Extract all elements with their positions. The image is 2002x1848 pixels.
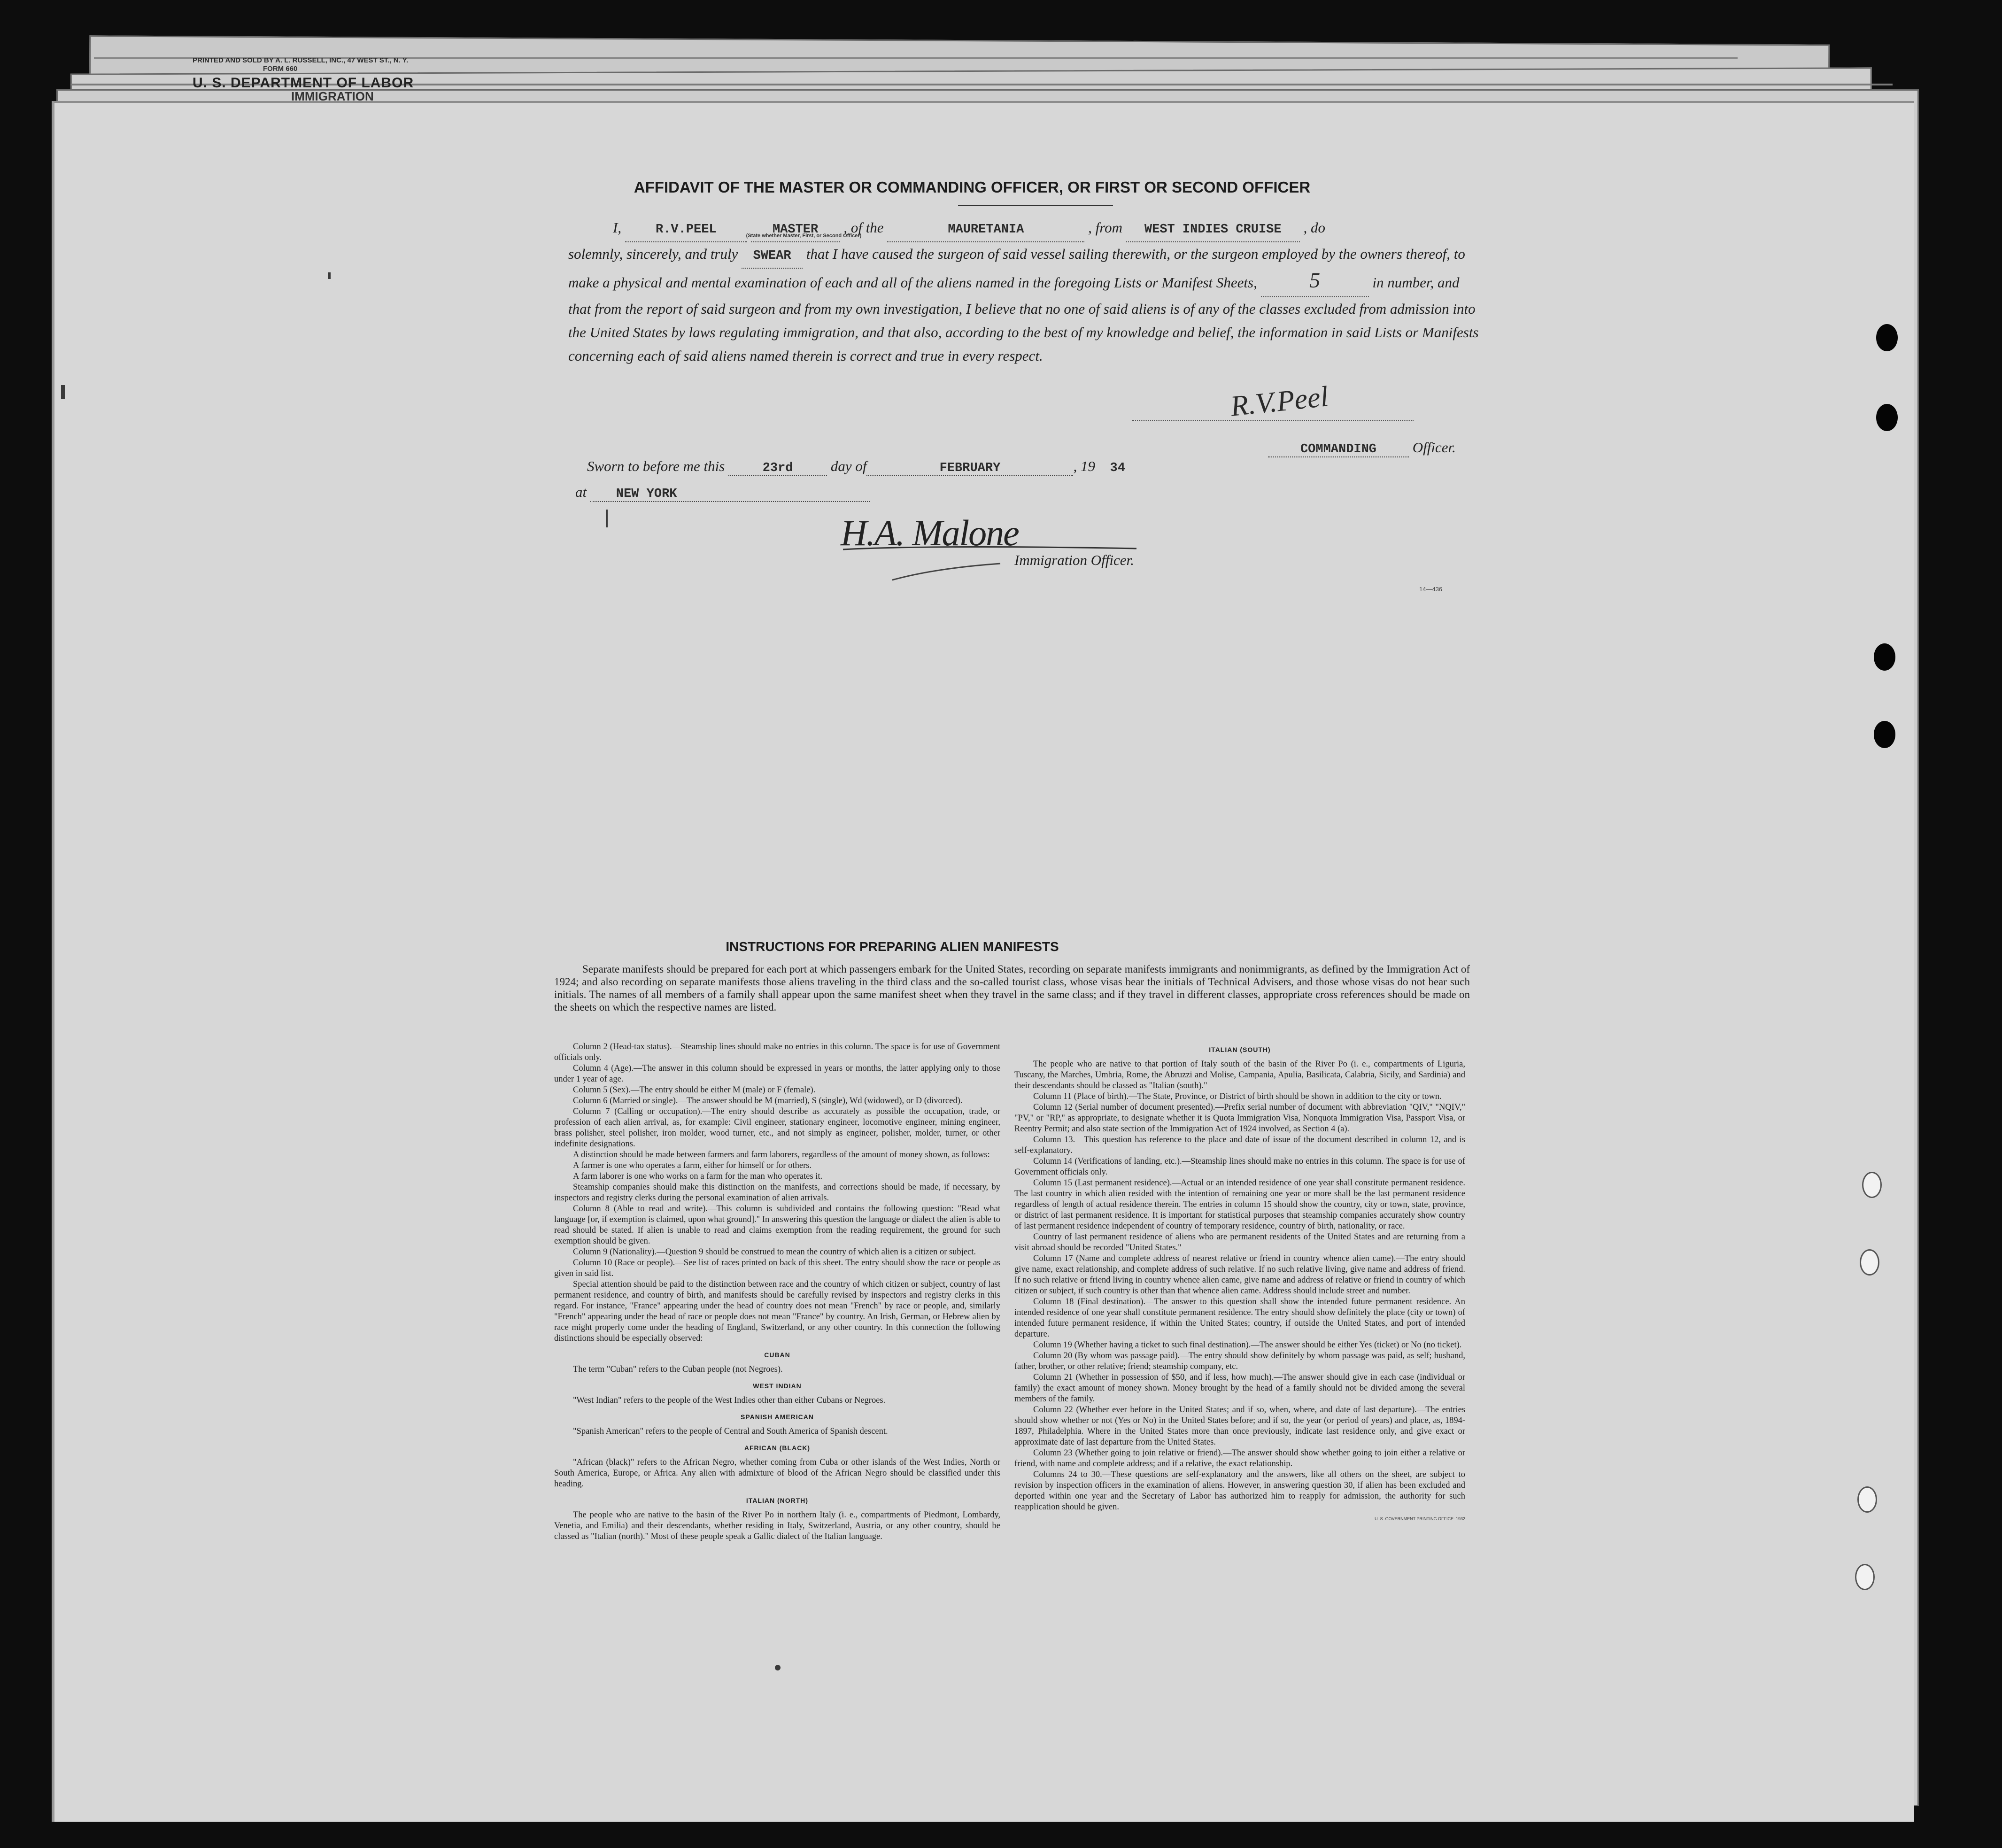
instruction-paragraph: Column 22 (Whether ever before in the United States; and if so, when, where, and date of last departure).—The entries should show whether or not (Yes or No) in the United States before; and if so, the year (or period of years) and place, as, 1894-1897, Philadelphia. Where in the United States more than once previously, indicate last residence only, and give exact or approximate date of last departure from the United States.: [1014, 1405, 1465, 1447]
italian-north-text: The people who are native to the basin of the River Po in northern Italy (i. e., compartments of Piedmont, Lombardy, Venetia, and Emilia) and their descendants, whether residing in Italy, Switzerland, Austria, or any other country, should be classed as "Italian (north)." Most of these people speak a Gallic dialect of the Italian language.: [554, 1510, 1000, 1541]
instruction-paragraph: Column 23 (Whether going to join relative or friend).—The answer should show whether going to join either a relative or friend, with name and complete address; and if a relative, the exact relationship.: [1014, 1448, 1465, 1469]
instructions-right-column: [1014, 1044, 1465, 1524]
instruction-paragraph: Column 8 (Able to read and write).—This column is subdivided and contains the following question: "Read what language [or, if exemption is claimed, upon what ground]." In answering this question the language or dialect the alien is able to read should be stated. If alien is unable to read and claims exemption from the reading requirement, the ground for such exemption should be given.: [554, 1204, 1000, 1246]
day-field: [728, 461, 827, 476]
affidavit-text-2: in number, and that from the report of said surgeon and from my own investigation, I believe that no one of said aliens is of any of the classes excluded from admission into the United States by laws regulating immigration, and that also, according to the best of my knowledge and belief, the information in said Lists or Manifests concerning each of said aliens named therein is correct and true in every respect.: [568, 274, 1479, 364]
instruction-paragraph: Column 19 (Whether having a ticket to such final destination).—The answer should be either Yes (ticket) or No (no ticket).: [1033, 1340, 1462, 1350]
instruction-paragraph: Column 21 (Whether in possession of $50, and if less, how much).—The answer should give in each case (individual or family) the exact amount of money shown. Money brought by the head of a family should not be divided among the several members of the family.: [1014, 1373, 1465, 1404]
affidavit-i: I,: [613, 219, 622, 236]
officer-name: R.V.PEEL: [656, 223, 717, 237]
sheet-count-field: [1261, 269, 1369, 297]
scan-speck: [775, 1665, 781, 1670]
sworn-day: 23rd: [762, 461, 793, 475]
signature-line: [1132, 419, 1414, 421]
instruction-paragraph: Columns 24 to 30.—These questions are self-explanatory and the answers, like all others on the sheet, are subject to revision by inspection officers in the examination of aliens. However, in answering question 30, if alien has been excluded and deported within one year and the Secretary of Labor has authorized him to reapply for admission, the authority for such reapplication should be given.: [1014, 1470, 1465, 1512]
at-text: at: [575, 484, 587, 500]
instruction-paragraph: Column 11 (Place of birth).—The State, Province, or District of birth should be shown in addition to the city or town.: [1033, 1092, 1442, 1101]
punch-hole: [1876, 404, 1898, 431]
instruction-paragraph: A farmer is one who operates a farm, either for himself or for others.: [573, 1161, 812, 1170]
officer-name-field: [625, 218, 747, 242]
vessel-field: [887, 218, 1084, 242]
scan-speck: [61, 385, 65, 399]
title-rule: [958, 205, 1113, 206]
african-heading: AFRICAN (BLACK): [744, 1444, 811, 1452]
rank-note: (State whether Master, First, or Second Officer): [746, 233, 862, 239]
instruction-paragraph: A distinction should be made between farmers and farm laborers, regardless of the amount of money shown, as follows:: [573, 1150, 990, 1160]
instruction-paragraph: Column 4 (Age).—The answer in this column should be expressed in years or months, the latter applying only to those under 1 year of age.: [554, 1064, 1000, 1084]
instruction-paragraph: Column 18 (Final destination).—The answer to this question shall show the intended future permanent residence. An intended residence of one year shall constitute permanent residence. The entry should show definitely the place (city or town) of intended future permanent residence, if within the United States; country, if outside the United States, and port of intended departure.: [1014, 1297, 1465, 1339]
sworn-month: FEBRUARY: [939, 461, 1001, 475]
sworn-row: [587, 458, 1136, 476]
instruction-paragraph: Column 13.—This question has reference to the place and date of issue of the document described in column 12, and is self-explanatory.: [1014, 1135, 1465, 1155]
scan-speck: [328, 272, 331, 279]
scan-speck: [606, 510, 608, 527]
from-text: , from: [1088, 219, 1122, 236]
officer-title: COMMANDING: [1300, 442, 1377, 456]
instructions-left-column: [554, 1042, 1000, 1542]
italian-north-heading: ITALIAN (NORTH): [746, 1497, 809, 1504]
west-indian-text: "West Indian" refers to the people of the West Indies other than either Cubans or Negroes.: [573, 1396, 886, 1405]
instruction-paragraph: A farm laborer is one who works on a farm for the man who operates it.: [573, 1172, 823, 1181]
officer-title-row: [1268, 439, 1456, 457]
sworn-year: 34: [1110, 461, 1125, 475]
instruction-paragraph: Column 12 (Serial number of document presented).—Prefix serial number of document with abbreviation "QIV," "NQIV," "PV," or "RP," as appropriate, to designate whether it is Quota Immigration Visa, Nonquota Immigration Visa, Passport Visa, or Reentry Permit; and also state section of the Immigration Act of 1924 involved, as Section 4 (a).: [1014, 1103, 1465, 1134]
department-heading: U. S. DEPARTMENT OF LABOR: [193, 75, 414, 91]
instructions-title: INSTRUCTIONS FOR PREPARING ALIEN MANIFESTS: [726, 939, 1059, 954]
solemnly-text: solemnly, sincerely, and truly: [568, 246, 738, 262]
punch-hole: [1860, 1249, 1879, 1276]
instructions-intro: Separate manifests should be prepared for each port at which passengers embark for the United States, recording on separate manifests immigrants and nonimmigrants, as defined by the Immigration Act of 1924; and also recording on separate manifests those aliens traveling in the third class and the so-called tourist class, whose visas bear the initials of Technical Advisers, and those whose visas do not bear such initials. The names of all members of a family shall appear upon the same manifest sheet when they travel in the same class; and if they travel in different classes, appropriate cross references should be made on the sheets on which the respective names are listed.: [554, 963, 1470, 1013]
do-text: , do: [1303, 219, 1325, 236]
year-field: [1099, 461, 1136, 475]
instruction-paragraph: The people who are native to that portion of Italy south of the basin of the River Po (i. e., compartments of Liguria, Tuscany, the Marches, Umbria, Rome, the Abruzzi and Molise, Campania, Apulia, Basilicata, Calabria, Sicily, and Sardinia) and their descendants should be classed as "Italian (south).": [1014, 1059, 1465, 1090]
immigration-signature: H.A. Malone: [841, 512, 1019, 553]
bureau-heading: IMMIGRATION: [291, 89, 374, 103]
day-of-text: day of: [830, 458, 867, 474]
year-prefix: , 19: [1073, 458, 1095, 474]
officer-suffix: Officer.: [1412, 439, 1456, 456]
instruction-paragraph: Country of last permanent residence of aliens who are permanent residents of the United States and are returning from a visit abroad should be recorded "United States.": [1014, 1232, 1465, 1253]
form-code: 14—436: [1419, 586, 1443, 593]
affidavit-body: [568, 216, 1484, 368]
printer-imprint: [193, 56, 615, 73]
sworn-prefix: Sworn to before me this: [587, 458, 725, 474]
officer-rank: MASTER: [772, 223, 819, 237]
instruction-paragraph: Steamship companies should make this distinction on the manifests, and corrections should be made, if necessary, by inspectors and registry clerks during the personal examination of alien arrivals.: [554, 1183, 1000, 1203]
instruction-paragraph: Column 2 (Head-tax status).—Steamship lines should make no entries in this column. The space is for use of Government officials only.: [554, 1042, 1000, 1062]
italian-south-heading: ITALIAN (SOUTH): [1209, 1046, 1271, 1053]
spanish-american-heading: SPANISH AMERICAN: [740, 1413, 814, 1421]
punch-hole: [1855, 1564, 1875, 1590]
instruction-paragraph: Column 10 (Race or people).—See list of races printed on back of this sheet. The entry should show the race or people as given in said list.: [554, 1258, 1000, 1278]
instruction-paragraph: Column 5 (Sex).—The entry should be either M (male) or F (female).: [573, 1085, 816, 1095]
printer-line: PRINTED AND SOLD BY A. L. RUSSELL, INC., 47 WEST ST., N. Y.: [193, 56, 409, 64]
form-number: FORM 660: [263, 65, 298, 73]
month-field: [866, 461, 1073, 476]
punch-hole: [1862, 1172, 1882, 1198]
origin-name: WEST INDIES CRUISE: [1144, 223, 1282, 237]
affidavit-title: AFFIDAVIT OF THE MASTER OR COMMANDING OFFICER, OR FIRST OR SECOND OFFICER: [634, 178, 1311, 196]
instruction-paragraph: Column 6 (Married or single).—The answer should be M (married), S (single), Wd (widowed), or D (divorced).: [573, 1096, 963, 1106]
instruction-paragraph: Column 20 (By whom was passage paid).—The entry should show definitely by whom passage was paid, as self; husband, father, brother, or other relative; friend; steamship company, etc.: [1014, 1351, 1465, 1371]
instruction-paragraph: Column 9 (Nationality).—Question 9 should be construed to mean the country of which alien is a citizen or subject.: [573, 1247, 976, 1257]
officer-rank-field: [746, 218, 862, 242]
at-row: [575, 484, 870, 502]
gpo-imprint: U. S. GOVERNMENT PRINTING OFFICE: 1932: [1375, 1516, 1465, 1521]
instruction-paragraph: Column 14 (Verifications of landing, etc.).—Steamship lines should make no entries in this column. The space is for use of Government officials only.: [1014, 1157, 1465, 1177]
cuban-text: The term "Cuban" refers to the Cuban people (not Negroes).: [573, 1365, 783, 1374]
place-field: [590, 487, 870, 502]
punch-hole: [1874, 721, 1895, 748]
instruction-paragraph: Special attention should be paid to the distinction between race and the country of which citizen or subject, country of last permanent residence, and country of birth, and manifests should be carefully revised by inspectors and registry clerks in this regard. For instance, "France" appearing under the head of country does not mean "French" by race or people, and, similarly "French" appearing under the head of race or people does not mean "France" by country. An Irish, German, or Hebrew alien by race might properly come under the heading of England, Switzerland, or any other country. In this connection the following distinctions should be especially observed:: [554, 1280, 1000, 1343]
cuban-heading: CUBAN: [764, 1351, 790, 1359]
instruction-paragraph: Column 7 (Calling or occupation).—The entry should describe as accurately as possible the occupation, trade, or profession of each alien arrival, as, for example: Civil engineer, stationary engineer, locomotive engineer, mining engineer, brass polisher, steel polisher, iron molder, wood turner, etc., and not simply as engineer, polisher, molder, turner, or other indefinite designations.: [554, 1107, 1000, 1149]
origin-field: [1126, 218, 1300, 242]
of-the-text: , of the: [843, 219, 884, 236]
spanish-american-text: "Spanish American" refers to the people of Central and South America of Spanish descent.: [573, 1427, 888, 1436]
officer-title-field: [1268, 442, 1409, 457]
sheet-count: 5: [1309, 268, 1321, 292]
immigration-officer-label: Immigration Officer.: [1014, 552, 1134, 568]
oath-field: [742, 244, 803, 269]
punch-hole: [1874, 643, 1895, 671]
officer-signature: R.V.Peel: [1229, 380, 1330, 423]
gpo-row: [1014, 1513, 1465, 1524]
punch-hole: [1876, 324, 1898, 351]
punch-hole: [1857, 1486, 1877, 1513]
instruction-paragraph: Column 17 (Name and complete address of nearest relative or friend in country whence alien came).—The entry should give name, exact relationship, and complete address of such relative. If no such relative living, give name and address of friend. If no such relative or friend living in country whence alien came, give name and address of relative or friend in country of which citizen or subject, if such country is other than that whence alien came. Address should include street and number.: [1014, 1254, 1465, 1296]
african-text: "African (black)" refers to the African Negro, whether coming from Cuba or other islands of the West Indies, North or South America, Europe, or Africa. Any alien with admixture of blood of the African Negro should be classified under this heading.: [554, 1458, 1000, 1489]
instruction-paragraph: Column 15 (Last permanent residence).—Actual or an intended residence of one year shall constitute permanent residence. The last country in which alien resided with the intention of remaining one year or more shall be the last permanent residence regardless of length of actual residence therein. The entries in column 15 should show the country, city or town, state, province, or district of last permanent residence. It is important for statistical purposes that steamship companies accurately show country of last permanent residence independent of country of temporary residence, country of birth, nationality, or race.: [1014, 1178, 1465, 1231]
oath-word: SWEAR: [753, 249, 791, 263]
affidavit-text-1: that I have caused the surgeon of said vessel sailing therewith, or the surgeon employed by the owners thereof, to make a physical and mental examination of each and all of the aliens named in the foregoing Lists or Manifest Sheets,: [568, 246, 1465, 291]
west-indian-heading: WEST INDIAN: [753, 1382, 802, 1390]
sworn-place: NEW YORK: [616, 487, 677, 501]
vessel-name: MAURETANIA: [948, 223, 1024, 237]
